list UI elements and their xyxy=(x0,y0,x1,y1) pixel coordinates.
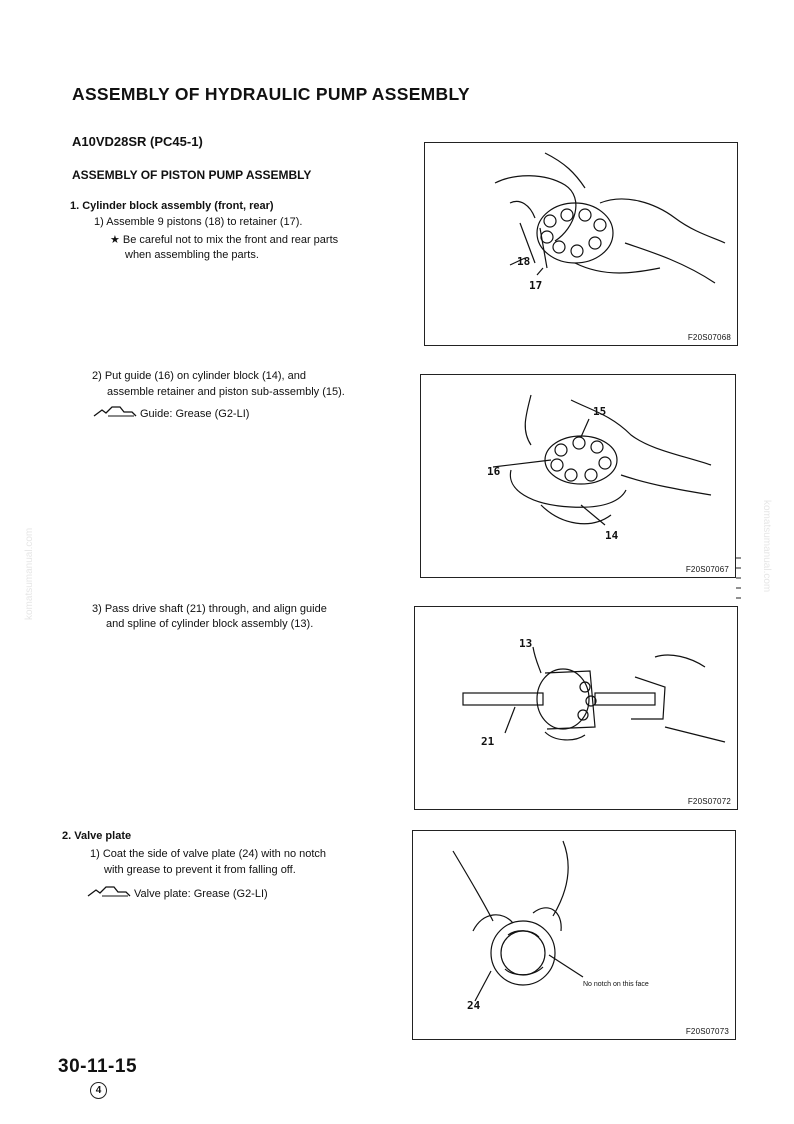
callout-21: 21 xyxy=(481,735,495,748)
model-heading: A10VD28SR (PC45-1) xyxy=(72,134,203,149)
watermark-right: komatsumanual.com xyxy=(761,500,772,593)
step1-caution-line2: when assembling the parts. xyxy=(125,249,259,261)
revision-badge: 4 xyxy=(90,1082,107,1099)
callout-24: 24 xyxy=(467,999,481,1012)
step1-sub2-line2: assemble retainer and piston sub-assembly (15). xyxy=(107,386,345,398)
step1-sub2-line1: 2) Put guide (16) on cylinder block (14), and xyxy=(92,370,307,382)
figure-3-illustration xyxy=(415,607,737,809)
step1-sub3-line2: and spline of cylinder block assembly (13). xyxy=(106,618,314,630)
step2-grease: Valve plate: Grease (G2-LI) xyxy=(134,888,268,900)
step2-title: 2. Valve plate xyxy=(62,830,132,842)
step1-sub3-line1: 3) Pass drive shaft (21) through, and align guide xyxy=(92,603,327,615)
figure-4-note: No notch on this face xyxy=(583,981,649,988)
step1-sub1: 1) Assemble 9 pistons (18) to retainer (17). xyxy=(94,216,303,228)
step2-sub1-line2: with grease to prevent it from falling off. xyxy=(104,864,296,876)
figure-2-illustration xyxy=(421,375,735,577)
figure-4-illustration xyxy=(413,831,735,1039)
step1-grease: Guide: Grease (G2-LI) xyxy=(140,408,250,420)
section-heading: ASSEMBLY OF PISTON PUMP ASSEMBLY xyxy=(72,168,312,182)
figure-4-code: F20S07073 xyxy=(685,1027,729,1036)
callout-13: 13 xyxy=(519,637,533,650)
figure-1 xyxy=(424,142,738,346)
watermark-left: komatsumanual.com xyxy=(24,527,35,620)
side-marker xyxy=(736,556,742,607)
step1-title: 1. Cylinder block assembly (front, rear) xyxy=(70,200,274,212)
figure-4 xyxy=(412,830,736,1040)
step1-caution-line1: ★ Be careful not to mix the front and rear parts xyxy=(110,234,339,246)
page-title: ASSEMBLY OF HYDRAULIC PUMP ASSEMBLY xyxy=(72,84,470,104)
callout-15: 15 xyxy=(593,405,607,418)
grease-gun-icon xyxy=(92,404,138,425)
callout-16: 16 xyxy=(487,465,501,478)
callout-17: 17 xyxy=(529,279,543,292)
callout-18: 18 xyxy=(517,255,531,268)
figure-2-code: F20S07067 xyxy=(685,565,729,574)
grease-gun-icon xyxy=(86,884,132,905)
figure-1-illustration xyxy=(425,143,737,345)
figure-3-code: F20S07072 xyxy=(687,797,731,806)
step2-sub1-line1: 1) Coat the side of valve plate (24) with no notch xyxy=(90,848,327,860)
page-number: 30-11-15 xyxy=(58,1056,138,1077)
figure-2 xyxy=(420,374,736,578)
figure-1-code: F20S07068 xyxy=(687,333,731,342)
callout-14: 14 xyxy=(605,529,619,542)
figure-3 xyxy=(414,606,738,810)
